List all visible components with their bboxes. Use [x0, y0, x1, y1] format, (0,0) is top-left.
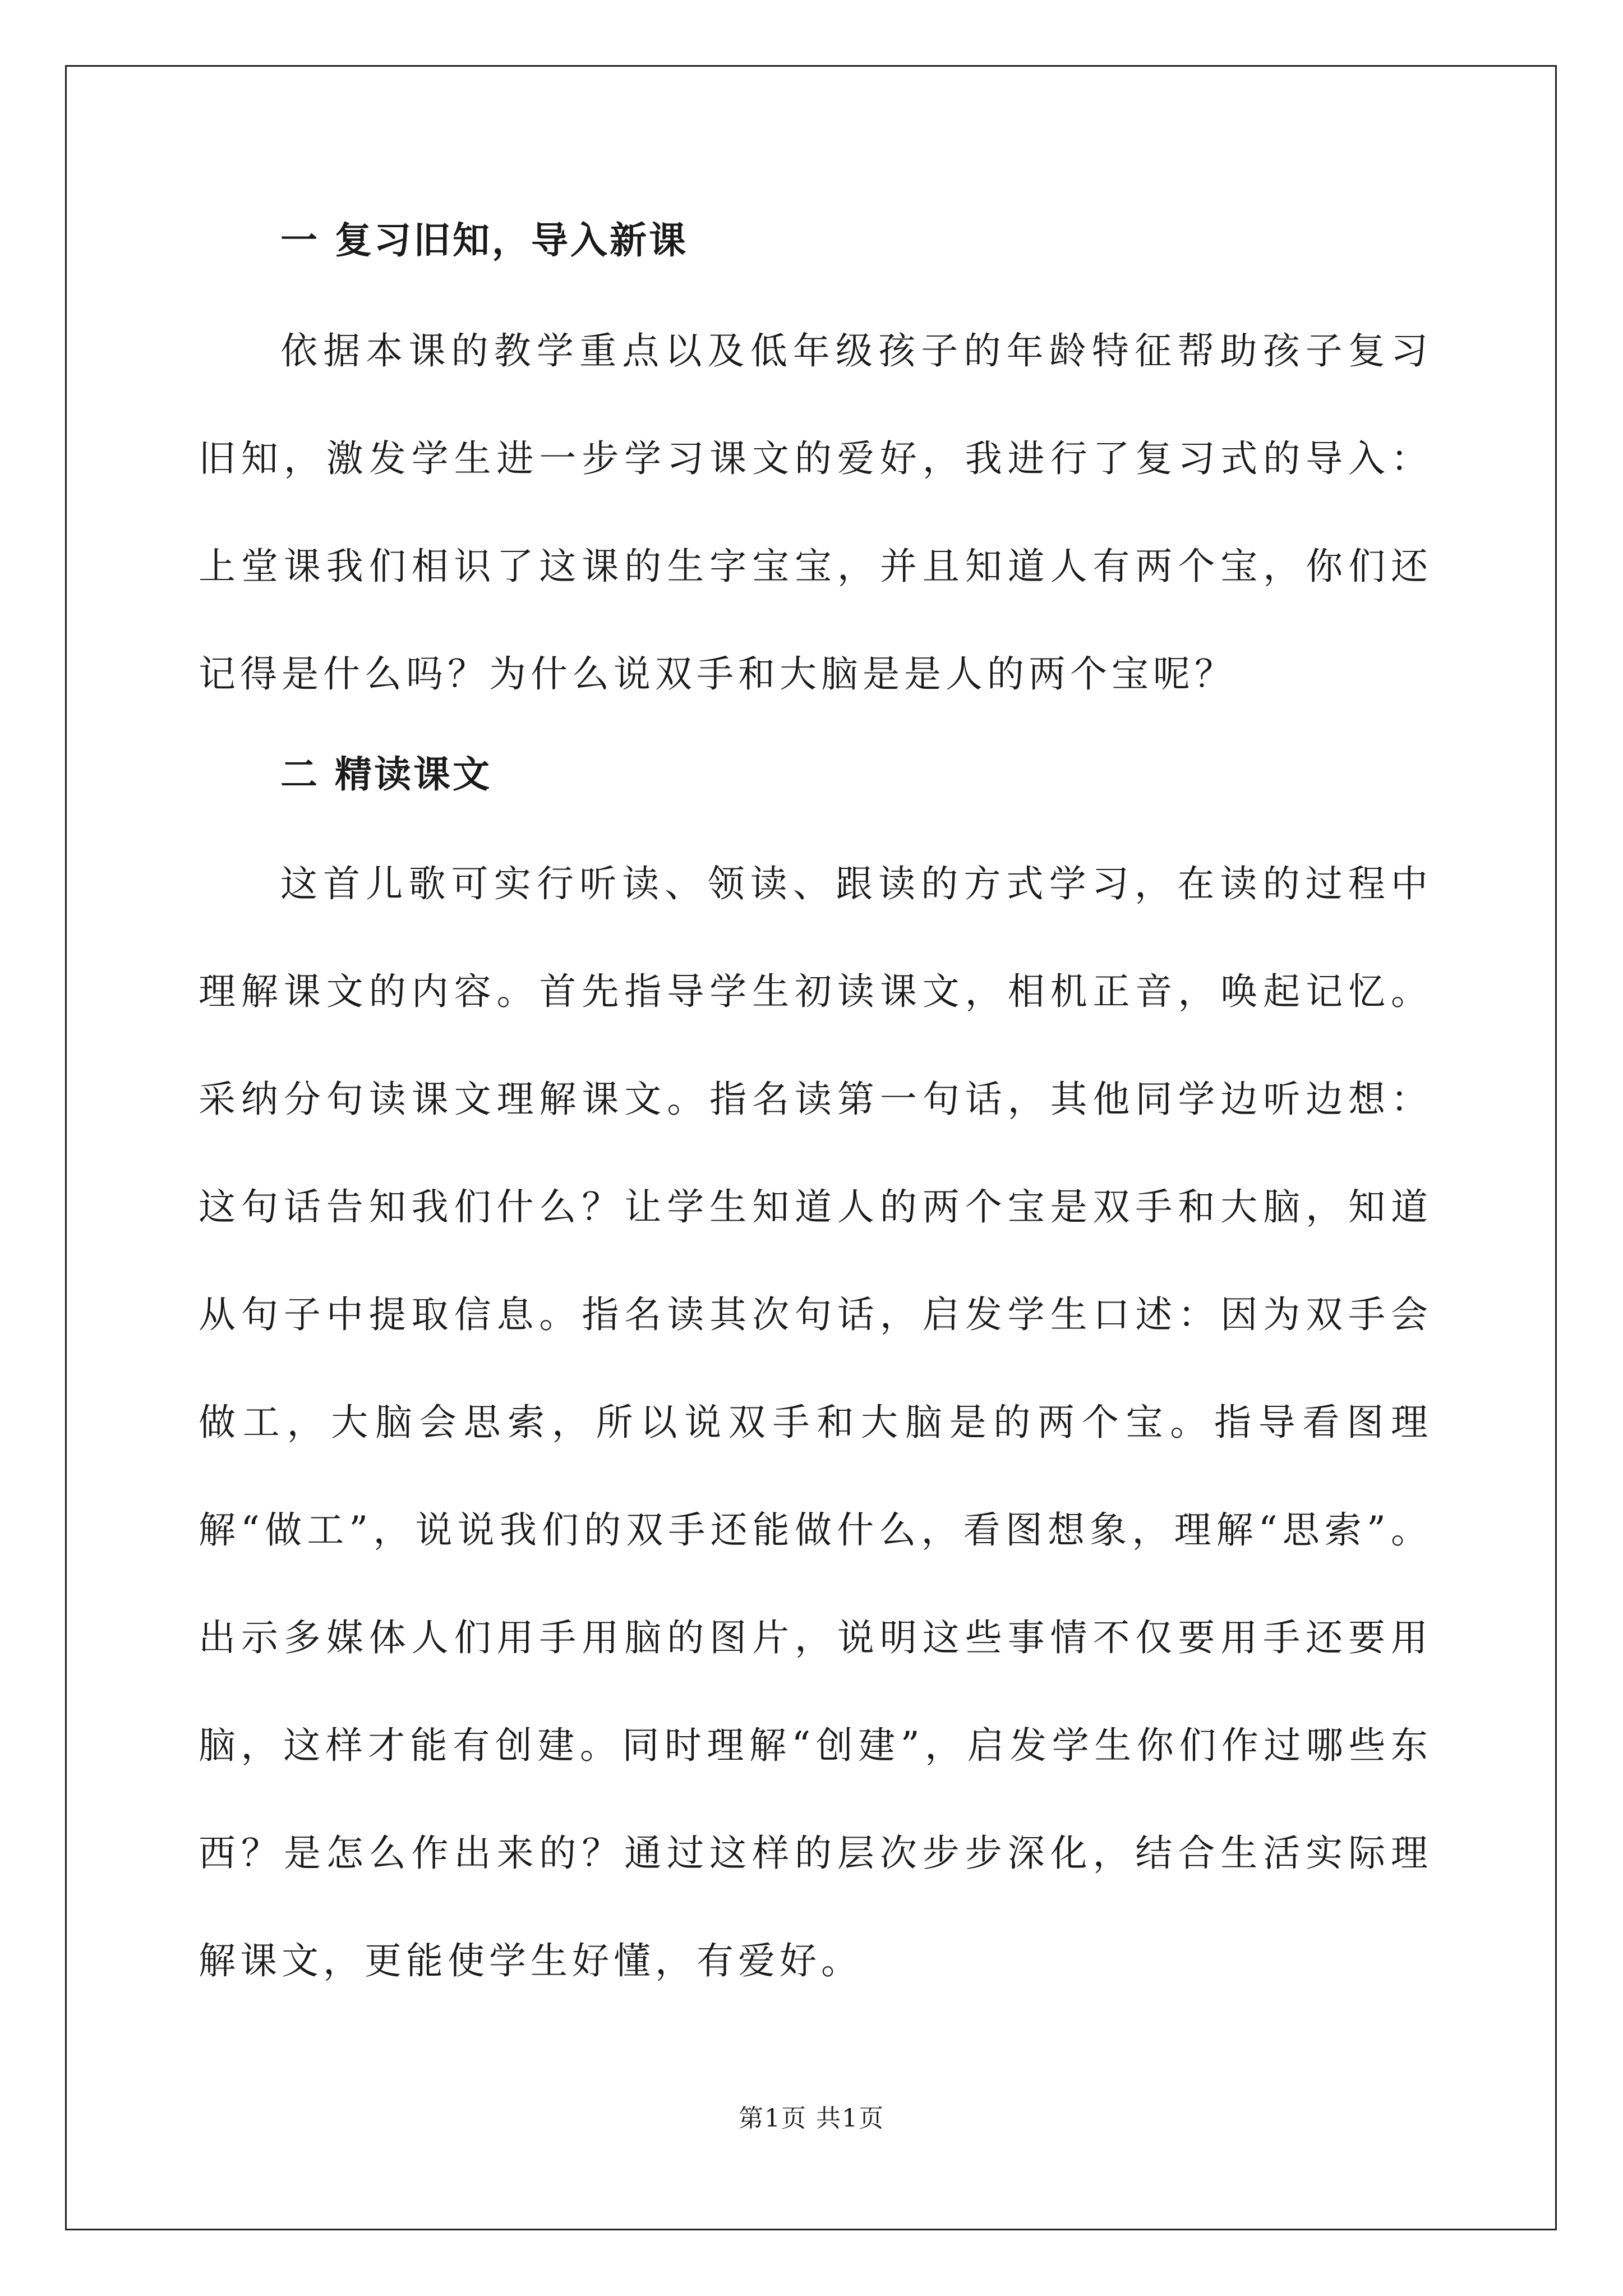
- section-2-heading: 二 精读课文: [280, 752, 492, 796]
- section-1-paragraph: 依据本课的教学重点以及低年级孩子的年龄特征帮助孩子复习旧知，激发学生进一步学习课文的爱好，我进行了复习式的导入：上堂课我们相识了这课的生字宝宝，并且知道人有两个宝，你们还记得是什么吗？为什么说双手和大脑是是人的两个宝呢？: [199, 329, 1432, 696]
- section-2-paragraph: 这首儿歌可实行听读、领读、跟读的方式学习，在读的过程中理解课文的内容。首先指导学生初读课文，相机正音，唤起记忆。采纳分句读课文理解课文。指名读第一句话，其他同学边听边想：这句话告知我们什么？让学生知道人的两个宝是双手和大脑，知道从句子中提取信息。指名读其次句话，启发学生口述：因为双手会做工，大脑会思索，所以说双手和大脑是的两个宝。指导看图理解“做工”，说说我们的双手还能做什么，看图想象，理解“思索”。出示多媒体人们用手用脑的图片，说明这些事情不仅要用手还要用脑，这样才能有创建。同时理解“创建”，启发学生你们作过哪些东西？是怎么作出来的？通过这样的层次步步深化，结合生活实际理解课文，更能使学生好懂，有爱好。: [199, 862, 1432, 1982]
- page-number-footer: 第1页 共1页: [739, 2104, 884, 2133]
- section-1-heading: 一 复习旧知，导入新课: [280, 218, 688, 262]
